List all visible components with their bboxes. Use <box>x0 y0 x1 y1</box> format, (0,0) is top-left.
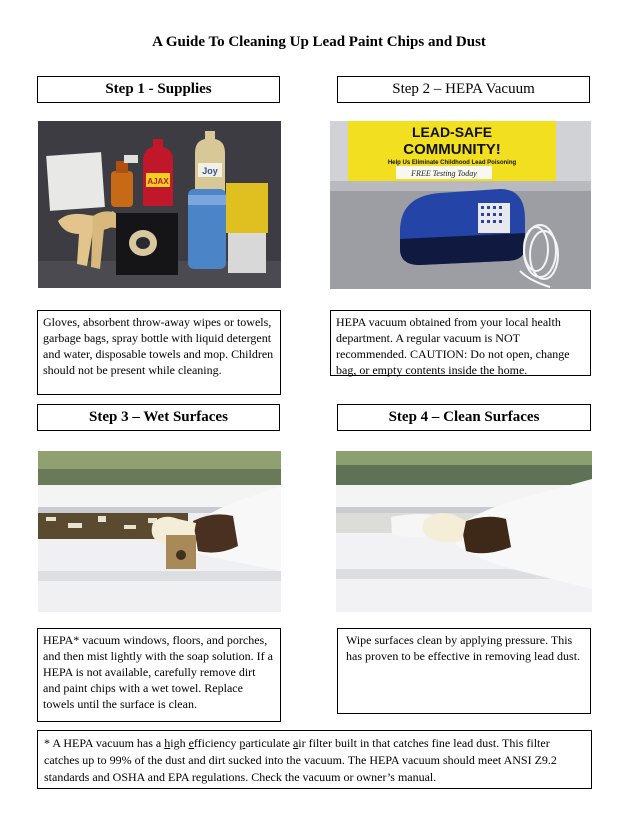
hepa-footnote <box>37 730 592 789</box>
step-2-description: HEPA vacuum obtained from your local health department. A regular vacuum is NOT recommended. CAUTION: Do not open, change bag, or empty contents inside the home. <box>330 310 591 376</box>
step-3-description: HEPA* vacuum windows, floors, and porches, and then mist lightly with the soap solution. If a HEPA is not available, carefully remove dirt and paint chips with a wet towel. Replace towels until the surface is clean. <box>37 628 281 722</box>
sign-text-2: COMMUNITY! <box>403 141 501 158</box>
hepa-vacuum-photo <box>330 121 591 289</box>
step-1-description: Gloves, absorbent throw-away wipes or towels, garbage bags, spray bottle with liquid detergent and water, disposable towels and mop. Children should not be present while cleaning. <box>37 310 281 395</box>
wet-surfaces-photo <box>38 451 281 612</box>
footnote-a: a <box>292 736 299 750</box>
step-2-heading: Step 2 – HEPA Vacuum <box>337 76 590 103</box>
footnote-tail: filter built in that catches fine lead dust. This filter catches up to 99% of the dust and dirt sucked into the vacuum. The HEPA vacuum should meet ANSI Z9.2 standards and OSHA and EPA regulations. Check the vacuum or owner’s manual. <box>44 736 557 784</box>
footnote-e: e <box>188 736 194 750</box>
supplies-photo <box>38 121 281 288</box>
step-1-heading: Step 1 - Supplies <box>37 76 280 103</box>
footnote-efficiency: fficiency <box>193 736 240 750</box>
footnote-air: ir <box>298 736 306 750</box>
clean-surfaces-photo <box>336 451 592 612</box>
footnote-lead: * A HEPA vacuum has a <box>44 736 165 750</box>
step-4-heading: Step 4 – Clean Surfaces <box>337 404 591 431</box>
step-3-heading: Step 3 – Wet Surfaces <box>37 404 280 431</box>
footnote-p: p <box>239 736 246 750</box>
joy-label: Joy <box>202 166 218 176</box>
ajax-label: AJAX <box>147 177 169 186</box>
footnote-particulate: articulate <box>245 736 293 750</box>
sign-text-1: LEAD-SAFE <box>411 124 493 140</box>
page-title: A Guide To Cleaning Up Lead Paint Chips and Dust <box>152 34 486 50</box>
footnote-h: h <box>164 736 171 750</box>
sign-text-3: Help Us Eliminate Childhood Lead Poisoning <box>387 160 517 166</box>
step-4-description: Wipe surfaces clean by applying pressure. This has proven to be effective in removing lead dust. <box>337 628 591 714</box>
footnote-high: igh <box>170 736 189 750</box>
sign-text-4: FREE Testing Today <box>411 169 477 178</box>
